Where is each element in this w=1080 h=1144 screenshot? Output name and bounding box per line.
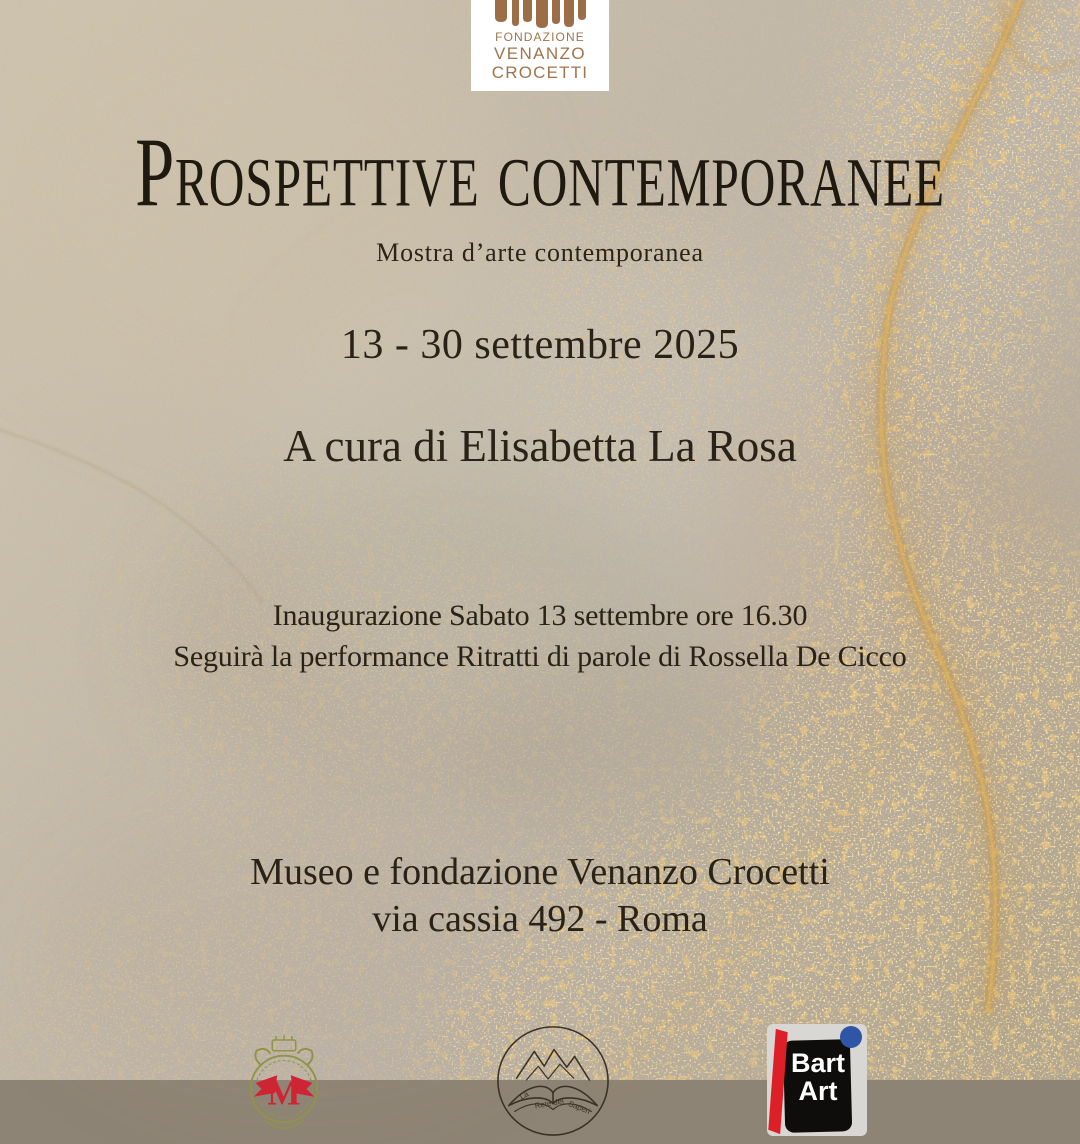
- rete-word-saperi: Saperi: [567, 1099, 592, 1116]
- bart-blue-dot: [840, 1026, 862, 1048]
- venue-address-line: via cassia 492 - Roma: [372, 898, 708, 940]
- rete-word-rete-dei: Rete dei: [534, 1096, 565, 1111]
- curator-line: A cura di Elisabetta La Rosa: [283, 421, 797, 471]
- sculpture-figures-icon: [492, 0, 588, 30]
- logo-line-venanzo: VENANZO: [494, 44, 586, 63]
- event-performance-line: Seguirà la performance Ritratti di parole di Rossella De Cicco: [173, 640, 907, 673]
- bart-word-bart: Bart: [790, 1048, 846, 1078]
- exhibition-title: Prospettive contemporanee: [135, 118, 945, 228]
- fondazione-logo: [471, 0, 609, 91]
- bart-art-logo: [767, 1024, 867, 1136]
- exhibition-subtitle: Mostra d’arte contemporanea: [376, 238, 704, 267]
- logo-line-fondazione: FONDAZIONE: [495, 30, 585, 44]
- event-opening-line: Inaugurazione Sabato 13 settembre ore 16.30: [272, 599, 808, 632]
- museum-emblem-logo: [240, 1026, 328, 1144]
- venue-info: [0, 849, 1080, 943]
- bart-word-art: Art: [798, 1076, 838, 1106]
- exhibition-dates: 13 - 30 settembre 2025: [340, 322, 740, 368]
- rete-word-la: La: [518, 1089, 531, 1102]
- emblem-letter: M: [267, 1073, 301, 1113]
- mountains-icon: [517, 1050, 590, 1080]
- rete-dei-saperi-logo: [494, 1021, 612, 1139]
- venue-name-line: Museo e fondazione Venanzo Crocetti: [250, 851, 830, 893]
- event-info: [0, 595, 1080, 677]
- logo-line-crocetti: CROCETTI: [491, 63, 589, 82]
